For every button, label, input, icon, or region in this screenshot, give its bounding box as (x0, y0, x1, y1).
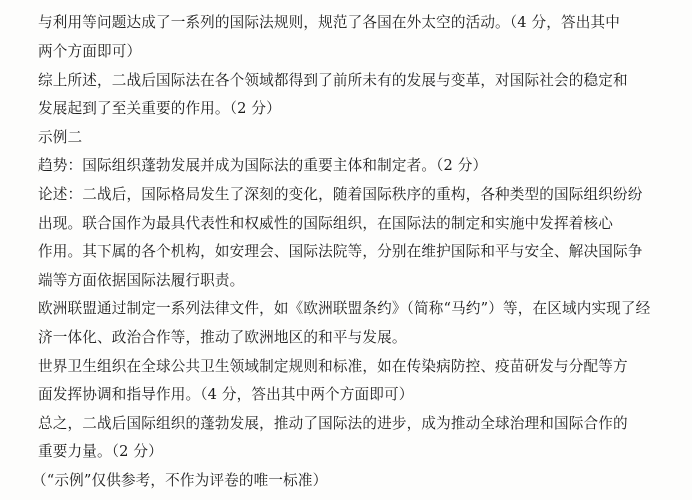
text-line-16: 重要力量。（2 分） (38, 443, 163, 460)
text-line-8: 出现。联合国作为最具代表性和权威性的国际组织，在国际法的制定和实施中发挥着核心 (38, 215, 614, 232)
text-line-2: 两个方面即可） (38, 43, 142, 60)
text-line-4: 发展起到了至关重要的作用。（2 分） (38, 100, 281, 117)
text-line-3: 综上所述，二战后国际法在各个领域都得到了前所未有的发展与变革，对国际社会的稳定和 (38, 72, 628, 89)
text-line-14: 面发挥协调和指导作用。（4 分，答出其中两个方面即可） (38, 386, 414, 403)
text-line-9: 作用。其下属的各个机构，如安理会、国际法院等，分别在维护国际和平与安全、解决国际争 (38, 243, 643, 260)
text-line-7: 论述：二战后，国际格局发生了深刻的变化，随着国际秩序的重构，各种类型的国际组织纷纷 (38, 186, 643, 203)
footnote-line: （“示例”仅供参考，不作为评卷的唯一标准） (32, 472, 328, 489)
text-line-12: 济一体化、政治合作等，推动了欧洲地区的和平与发展。 (38, 329, 407, 346)
text-line-11: 欧洲联盟通过制定一系列法律文件，如《欧洲联盟条约》（简称“马约”）等，在区域内实现了经 (38, 300, 651, 317)
section-heading: 示例二 (38, 129, 83, 146)
text-line-1: 与利用等问题达成了一系列的国际法规则，规范了各国在外太空的活动。（4 分，答出其中 (38, 14, 620, 31)
text-line-15: 总之，二战后国际组织的蓬勃发展，推动了国际法的进步，成为推动全球治理和国际合作的 (38, 415, 628, 432)
text-line-6: 趋势：国际组织蓬勃发展并成为国际法的重要主体和制定者。（2 分） (38, 157, 488, 174)
text-line-13: 世界卫生组织在全球公共卫生领域制定规则和标准，如在传染病防控、疫苗研发与分配等方 (38, 358, 628, 375)
text-line-10: 端等方面依据国际法履行职责。 (38, 272, 245, 289)
